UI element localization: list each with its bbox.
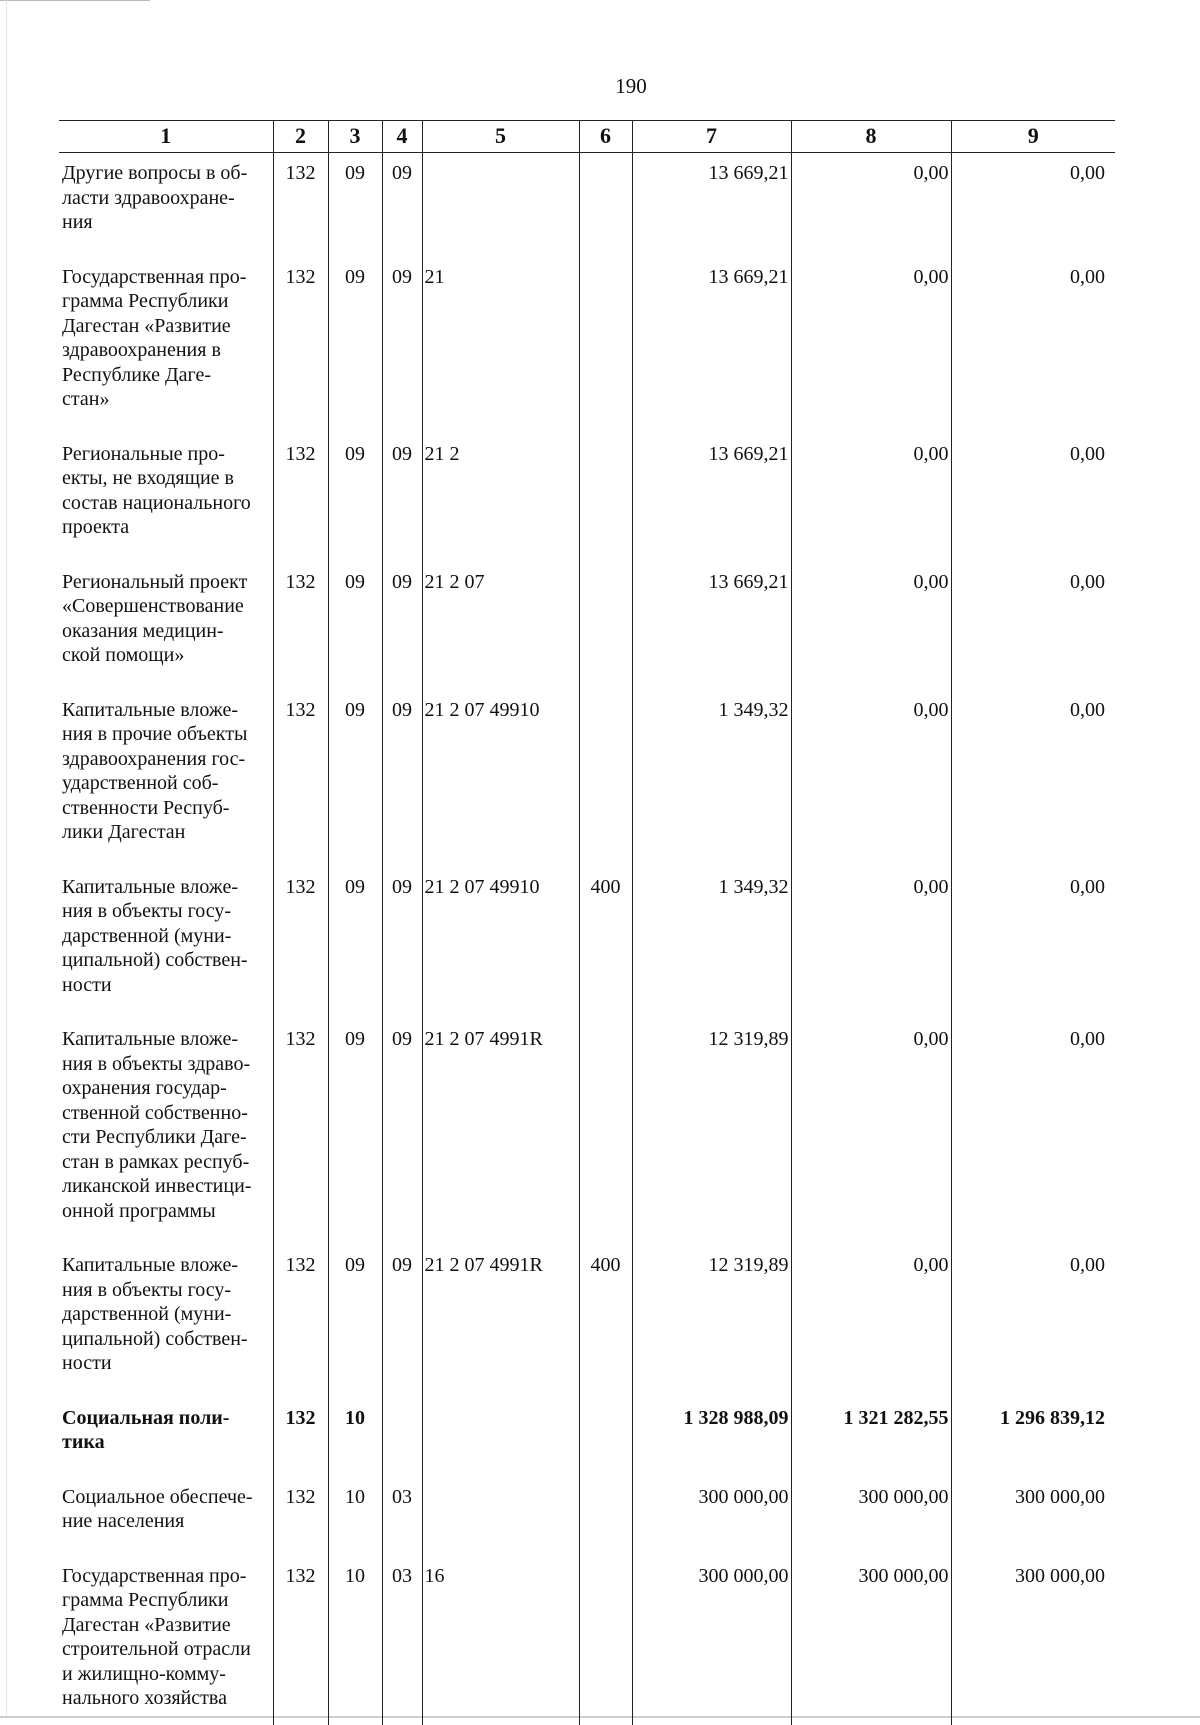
col-header-1: 1	[59, 121, 273, 153]
row-amount-col8: 300 000,00	[791, 1477, 951, 1556]
row-target-article: 21 2 07 4991R	[422, 1245, 579, 1398]
table-header	[59, 121, 1115, 153]
table-row	[59, 1556, 1115, 1725]
table-row	[59, 153, 1115, 257]
row-amount-col8: 1 321 282,55	[791, 1398, 951, 1477]
row-amount-col8: 0,00	[791, 257, 951, 434]
row-expense-type: 400	[579, 1245, 632, 1398]
row-amount-col9: 0,00	[951, 867, 1115, 1020]
row-target-article	[422, 1398, 579, 1477]
row-amount-col7: 12 319,89	[632, 1245, 791, 1398]
row-subsection: 09	[382, 1245, 422, 1398]
row-subsection	[382, 1398, 422, 1477]
row-section: 09	[328, 690, 382, 867]
row-expense-type	[579, 153, 632, 257]
row-section: 09	[328, 153, 382, 257]
row-subsection: 09	[382, 867, 422, 1020]
row-name: Капитальные вложе- ния в объекты здраво- охранения государ- ственной собственно- сти Республики Даге- стан в рамках респуб- ликанской инвестици- онной программы	[62, 1028, 252, 1222]
table-row	[59, 867, 1115, 1020]
row-target-article: 21 2 07 4991R	[422, 1019, 579, 1245]
row-target-article: 21 2 07 49910	[422, 690, 579, 867]
row-grbs: 132	[273, 1556, 328, 1725]
row-grbs: 132	[273, 1477, 328, 1556]
row-subsection: 09	[382, 257, 422, 434]
row-amount-col7: 1 328 988,09	[632, 1398, 791, 1477]
table-row	[59, 434, 1115, 562]
row-section: 09	[328, 434, 382, 562]
row-section: 09	[328, 562, 382, 690]
row-section: 09	[328, 1019, 382, 1245]
row-amount-col9: 0,00	[951, 434, 1115, 562]
row-name: Социальная поли- тика	[62, 1406, 230, 1453]
header-row	[59, 121, 1115, 153]
row-name: Капитальные вложе- ния в объекты госу- дарственной (муни- ципальной) собствен- ности	[62, 1254, 248, 1374]
row-amount-col9: 1 296 839,12	[951, 1398, 1115, 1477]
row-section: 09	[328, 867, 382, 1020]
row-grbs: 132	[273, 434, 328, 562]
page-number: 190	[615, 74, 647, 98]
table-row	[59, 1477, 1115, 1556]
row-name: Капитальные вложе- ния в объекты госу- дарственной (муни- ципальной) собствен- ности	[62, 875, 248, 996]
row-amount-col7: 300 000,00	[632, 1556, 791, 1725]
row-target-article: 16	[422, 1556, 579, 1725]
row-subsection: 09	[382, 153, 422, 257]
row-target-article: 21 2	[422, 434, 579, 562]
row-expense-type	[579, 690, 632, 867]
row-section: 10	[328, 1477, 382, 1556]
row-amount-col9: 0,00	[951, 1245, 1115, 1398]
col-header-5: 5	[422, 121, 579, 153]
page-edge-left	[6, 0, 7, 1718]
row-target-article: 21 2 07	[422, 562, 579, 690]
table-row	[59, 562, 1115, 690]
row-amount-col8: 0,00	[791, 1019, 951, 1245]
row-subsection: 09	[382, 434, 422, 562]
row-grbs: 132	[273, 1019, 328, 1245]
row-grbs: 132	[273, 257, 328, 434]
col-header-6: 6	[579, 121, 632, 153]
row-amount-col8: 0,00	[791, 690, 951, 867]
row-section: 09	[328, 257, 382, 434]
row-name: Региональный проект «Совершенствование оказания медицин- ской помощи»	[62, 570, 248, 666]
row-name: Государственная про- грамма Республики Дагестан «Развитие строительной отрасли и жилищно-комму- нального хозяйства	[62, 1564, 251, 1709]
row-amount-col8: 0,00	[791, 153, 951, 257]
row-amount-col7: 12 319,89	[632, 1019, 791, 1245]
row-expense-type: 400	[579, 867, 632, 1020]
row-amount-col7: 13 669,21	[632, 257, 791, 434]
row-amount-col9: 0,00	[951, 257, 1115, 434]
row-amount-col7: 13 669,21	[632, 153, 791, 257]
col-header-4: 4	[382, 121, 422, 153]
row-grbs: 132	[273, 562, 328, 690]
row-grbs: 132	[273, 153, 328, 257]
row-name: Государственная про- грамма Республики Дагестан «Развитие здравоохранения в Республике Даге- стан»	[62, 265, 247, 410]
row-amount-col9: 0,00	[951, 153, 1115, 257]
table-row	[59, 1245, 1115, 1398]
row-expense-type	[579, 1477, 632, 1556]
row-subsection: 03	[382, 1477, 422, 1556]
col-header-3: 3	[328, 121, 382, 153]
row-amount-col7: 1 349,32	[632, 690, 791, 867]
row-amount-col9: 0,00	[951, 562, 1115, 690]
row-section: 10	[328, 1556, 382, 1725]
row-subsection: 09	[382, 562, 422, 690]
row-target-article	[422, 1477, 579, 1556]
col-header-8: 8	[791, 121, 951, 153]
row-amount-col8: 0,00	[791, 867, 951, 1020]
row-name: Другие вопросы в об- ласти здравоохране- ния	[62, 162, 248, 233]
row-target-article: 21 2 07 49910	[422, 867, 579, 1020]
table-row	[59, 257, 1115, 434]
budget-table	[59, 120, 1115, 1725]
row-amount-col8: 300 000,00	[791, 1556, 951, 1725]
row-name: Социальное обеспече- ние населения	[62, 1485, 253, 1532]
row-amount-col8: 0,00	[791, 434, 951, 562]
col-header-2: 2	[273, 121, 328, 153]
row-subsection: 09	[382, 690, 422, 867]
row-subsection: 03	[382, 1556, 422, 1725]
row-expense-type	[579, 1019, 632, 1245]
row-amount-col7: 13 669,21	[632, 562, 791, 690]
table-row	[59, 690, 1115, 867]
row-grbs: 132	[273, 1245, 328, 1398]
row-expense-type	[579, 434, 632, 562]
row-amount-col8: 0,00	[791, 562, 951, 690]
row-expense-type	[579, 257, 632, 434]
row-amount-col7: 300 000,00	[632, 1477, 791, 1556]
row-amount-col9: 300 000,00	[951, 1556, 1115, 1725]
row-amount-col9: 300 000,00	[951, 1477, 1115, 1556]
row-target-article	[422, 153, 579, 257]
col-header-7: 7	[632, 121, 791, 153]
row-expense-type	[579, 562, 632, 690]
row-grbs: 132	[273, 867, 328, 1020]
row-amount-col7: 13 669,21	[632, 434, 791, 562]
row-amount-col9: 0,00	[951, 690, 1115, 867]
row-target-article: 21	[422, 257, 579, 434]
table-row	[59, 1019, 1115, 1245]
row-name: Капитальные вложе- ния в прочие объекты здравоохранения гос- ударственной соб- ственности Респуб- лики Дагестан	[62, 698, 248, 843]
row-amount-col8: 0,00	[791, 1245, 951, 1398]
row-amount-col9: 0,00	[951, 1019, 1115, 1245]
row-name: Региональные про- екты, не входящие в состав национального проекта	[62, 442, 251, 538]
row-section: 09	[328, 1245, 382, 1398]
page-edge-top	[0, 0, 150, 1]
row-grbs: 132	[273, 1398, 328, 1477]
table-body	[59, 153, 1115, 1725]
row-expense-type	[579, 1556, 632, 1725]
row-grbs: 132	[273, 690, 328, 867]
row-amount-col7: 1 349,32	[632, 867, 791, 1020]
budget-table-container	[59, 120, 1115, 1709]
col-header-9: 9	[951, 121, 1115, 153]
row-subsection: 09	[382, 1019, 422, 1245]
table-row	[59, 1398, 1115, 1477]
row-section: 10	[328, 1398, 382, 1477]
row-expense-type	[579, 1398, 632, 1477]
